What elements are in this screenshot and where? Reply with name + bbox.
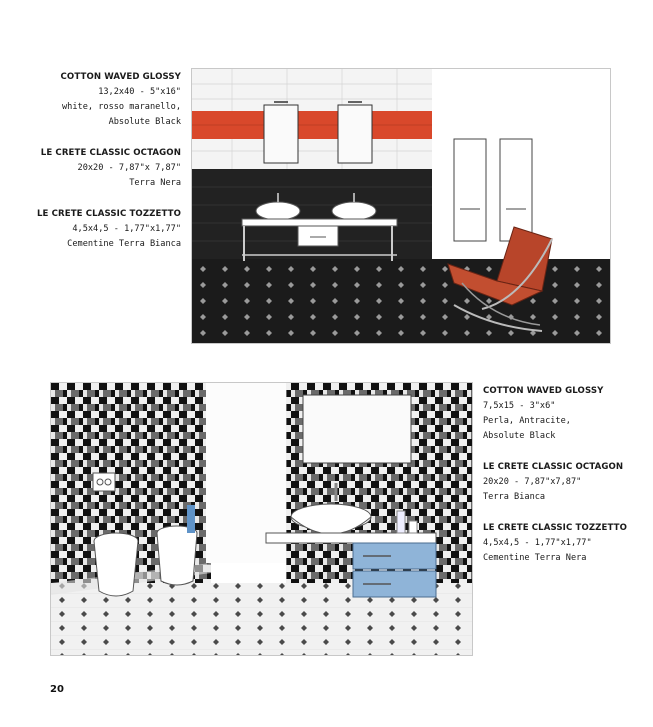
mirror xyxy=(264,105,298,163)
toilet xyxy=(94,533,138,596)
product-size: 4,5x4,5 - 1,77"x1,77" xyxy=(72,224,181,234)
product-colors: Terra Nera xyxy=(129,178,181,188)
product-name: LE CRETE CLASSIC OCTAGON xyxy=(483,462,624,472)
tall-cabinet xyxy=(454,139,486,241)
bathroom-scene-sketch xyxy=(51,383,472,655)
mirror xyxy=(303,395,411,463)
product-colors: Absolute Black xyxy=(108,117,181,127)
tall-cabinet xyxy=(500,139,532,241)
product-size: 20x20 - 7,87"x 7,87" xyxy=(77,163,181,173)
product-size: 13,2x40 - 5"x16" xyxy=(98,87,181,97)
page-number: 20 xyxy=(50,684,64,695)
vanity-shelf xyxy=(242,219,397,226)
product-name: LE CRETE CLASSIC OCTAGON xyxy=(40,148,181,158)
product-size: 20x20 - 7,87"x7,87" xyxy=(483,477,582,487)
product-name: LE CRETE CLASSIC TOZZETTO xyxy=(483,523,628,533)
flush-plate xyxy=(93,473,115,491)
bathroom-scene-sketch xyxy=(192,69,610,343)
product-name: COTTON WAVED GLOSSY xyxy=(60,72,181,82)
product-colors: Cementine Terra Bianca xyxy=(67,239,181,249)
top-product-spec xyxy=(37,70,181,252)
product-name: COTTON WAVED GLOSSY xyxy=(483,386,604,396)
bottom-bathroom-illustration xyxy=(50,382,473,656)
octagon-floor xyxy=(192,259,610,343)
product-colors: Absolute Black xyxy=(483,431,556,441)
top-bathroom-illustration xyxy=(191,68,611,344)
product-colors: Terra Bianca xyxy=(483,492,546,502)
mirror xyxy=(338,105,372,163)
basin xyxy=(256,202,300,220)
product-size: 7,5x15 - 3"x6" xyxy=(483,401,556,411)
product-size: 4,5x4,5 - 1,77"x1,77" xyxy=(483,538,592,548)
product-colors: Perla, Antracite, xyxy=(483,416,571,426)
product-colors: white, rosso maranello, xyxy=(62,102,181,112)
product-colors: Cementine Terra Nera xyxy=(483,553,587,563)
basin xyxy=(332,202,376,220)
bottom-product-spec xyxy=(483,384,627,566)
vanity-counter xyxy=(266,533,436,543)
product-name: LE CRETE CLASSIC TOZZETTO xyxy=(36,209,181,219)
vanity-drawer xyxy=(298,226,338,246)
